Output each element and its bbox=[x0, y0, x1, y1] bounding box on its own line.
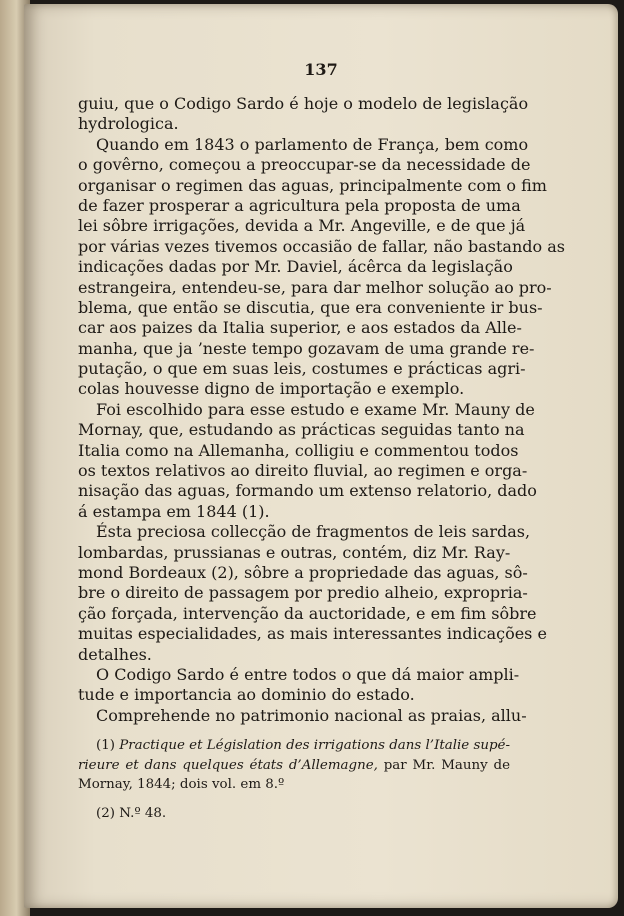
footnote-1-line-1 bbox=[78, 736, 510, 756]
footnote-1-line-3: Mornay, 1844; dois vol. em 8.º bbox=[78, 777, 285, 792]
text-line: detalhes. bbox=[78, 644, 152, 664]
text-line: por várias vezes tivemos occasião de fallar, não bastando as bbox=[78, 236, 565, 256]
text-line: guiu, que o Codigo Sardo é hoje o modelo de legislação bbox=[78, 94, 529, 113]
text-line: hydrologica. bbox=[78, 114, 179, 134]
text-line: Comprehende no patrimonio nacional as praias, allu- bbox=[96, 705, 527, 725]
text-line: de fazer prosperar a agricultura pela proposta de uma bbox=[78, 195, 521, 215]
text-line: colas houvesse digno de importação e exemplo. bbox=[78, 379, 465, 399]
footnote-1-author: par Mr. Mauny de bbox=[383, 757, 510, 773]
text-line: Italia como na Allemanha, colligiu e commentou todos bbox=[78, 440, 519, 460]
text-line: indicações dadas por Mr. Daviel, ácêrca da legislação bbox=[78, 257, 513, 277]
text-line: Foi escolhido para esse estudo e exame Mr. Mauny de bbox=[96, 399, 535, 419]
text-line: O Codigo Sardo é entre todos o que dá maior ampli- bbox=[96, 664, 520, 684]
footnotes bbox=[78, 736, 510, 823]
text-line: Quando em 1843 o parlamento de França, bem como bbox=[96, 134, 529, 154]
footnote-1-line-2 bbox=[78, 756, 510, 776]
footnote-2: (2) N.º 48. bbox=[96, 805, 167, 821]
text-line: tude e importancia ao dominio do estado. bbox=[78, 685, 415, 705]
text-line: manha, que ja ’neste tempo gozavam de uma grande re- bbox=[78, 338, 535, 358]
text-line: car aos paizes da Italia superior, e aos estados da Alle- bbox=[78, 318, 522, 338]
text-line: Ésta preciosa collecção de fragmentos de leis sardas, bbox=[96, 522, 531, 542]
text-line: mond Bordeaux (2), sôbre a propriedade das aguas, sô- bbox=[78, 562, 528, 582]
text-line: nisação das aguas, formando um extenso relatorio, dado bbox=[78, 481, 537, 501]
body-text bbox=[78, 94, 565, 726]
text-line: putação, o que em suas leis, costumes e prácticas agri- bbox=[78, 359, 526, 379]
text-line: os textos relativos ao direito fluvial, ao regimen e orga- bbox=[78, 461, 528, 481]
text-line: estrangeira, entendeu-se, para dar melhor solução ao pro- bbox=[78, 277, 552, 297]
text-line: ção forçada, intervenção da auctoridade, e em fim sôbre bbox=[78, 603, 537, 623]
text-line: lei sôbre irrigações, devida a Mr. Angeville, e de que já bbox=[78, 216, 526, 236]
page-number: 137 bbox=[304, 60, 338, 79]
text-line: Mornay, que, estudando as prácticas seguidas tanto na bbox=[78, 420, 525, 440]
text-line: muitas especialidades, as mais interessantes indicações e bbox=[78, 624, 547, 644]
text-line: lombardas, prussianas e outras, contém, diz Mr. Ray- bbox=[78, 542, 511, 562]
book-page bbox=[24, 4, 618, 908]
footnote-1-title: Practique et Législation des irrigations dans l’Italie supé- bbox=[119, 738, 510, 753]
text-line: bre o direito de passagem por predio alheio, expropria- bbox=[78, 583, 528, 603]
footnote-1-marker: (1) bbox=[96, 738, 115, 753]
text-line: organisar o regimen das aguas, principalmente com o fim bbox=[78, 175, 547, 195]
text-line: blema, que então se discutia, que era conveniente ir bus- bbox=[78, 297, 543, 317]
footnote-1-title-cont: rieure et dans quelques états d’Allemagne, bbox=[78, 757, 378, 773]
text-line: o govêrno, começou a preoccupar-se da necessidade de bbox=[78, 155, 531, 175]
text-line: á estampa em 1844 (1). bbox=[78, 501, 270, 521]
